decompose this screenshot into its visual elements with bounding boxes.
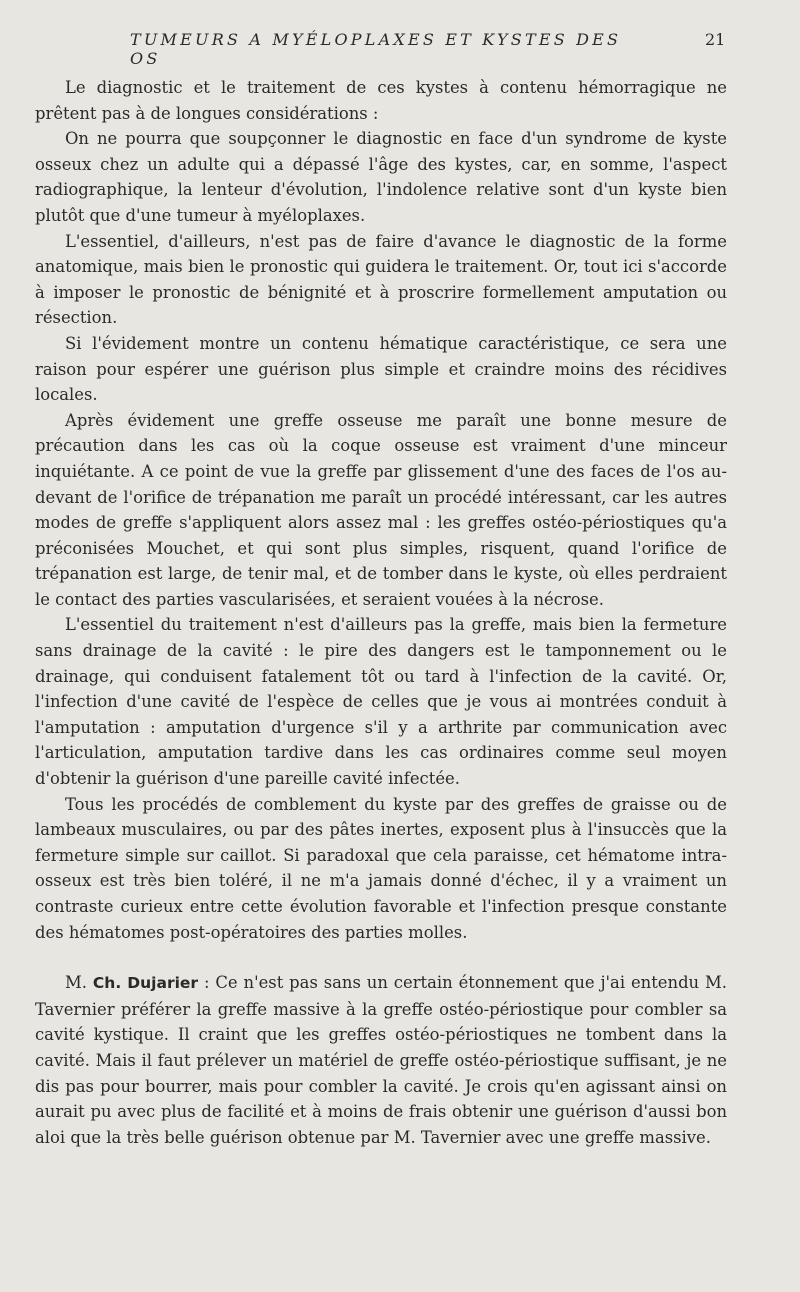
paragraph: Le diagnostic et le traitement de ces kystes à contenu hémorragique ne prêtent pas à de longues considérations : bbox=[35, 78, 727, 123]
running-title: TUMEURS A MYÉLOPLAXES ET KYSTES DES OS bbox=[130, 30, 622, 68]
paragraph: Après évidement une greffe osseuse me paraît une bonne mesure de précaution dans les cas où la coque osseuse est vraiment d'une minceur inquiétante. A ce point de vue la greffe par glissement d'une des faces de l'os au-devant de l'orifice de trépanation me paraît un procédé intéressant, car les autres modes de greffe s'appliquent alors assez mal : les greffes ostéo-périostiques qu'a préconisées Mouchet, et qui sont plus simples, risquent, quand l'orifice de trépanation est large, de tenir mal, et de tomber dans le kyste, où elles perdraient le contact des parties vascularisées, et seraient vouées à la nécrose. bbox=[35, 410, 727, 609]
page-number: 21 bbox=[705, 30, 726, 49]
paragraph: L'essentiel, d'ailleurs, n'est pas de faire d'avance le diagnostic de la forme anatomique, mais bien le pronostic qui guidera le traitement. Or, tout ici s'accorde à imposer le pronostic de bénignité et à proscrire formellement amputation ou résection. bbox=[35, 231, 727, 328]
paragraph: L'essentiel du traitement n'est d'ailleurs pas la greffe, mais bien la fermeture sans drainage de la cavité : le pire des dangers est le tamponnement ou le drainage, qui conduisent fatalement tôt ou tard à l'infection de la cavité. Or, l'infection d'une cavité de l'espèce de celles que je vous ai montrées conduit à l'amputation : amputation d'urgence s'il y a arthrite par communication avec l'articulation, amputation tardive dans les cas ordinaires comme seul moyen d'obtenir la guérison d'une pareille cavité infectée. bbox=[35, 615, 727, 789]
paragraph: Si l'évidement montre un contenu hématique caractéristique, ce sera une raison pour espérer une guérison plus simple et craindre moins des récidives locales. bbox=[35, 333, 727, 405]
speaker-name: Ch. Dujarier bbox=[92, 974, 199, 993]
paragraph: Tous les procédés de comblement du kyste par des greffes de graisse ou de lambeaux musculaires, ou par des pâtes inertes, exposent plus à l'insuccès que la fermeture simple sur caillot. Si paradoxal que cela paraisse, cet hématome intra-osseux est très bien toléré, il ne m'a jamais donné d'échec, il y a vraiment un contraste curieux entre cette évolution favorable et l'infection presque constante des hématomes post-opératoires des parties molles. bbox=[35, 794, 727, 942]
speaker-prefix: M. bbox=[65, 973, 87, 993]
discussion-text: : Ce n'est pas sans un certain étonnement que j'ai entendu M. Tavernier préférer la greffe massive à la greffe ostéo-périostique pour combler sa cavité kystique. Il craint que les greffes ostéo-périostiques ne tombent dans la cavité. Mais il faut prélever un matériel de greffe ostéo-périostique suffisant, je ne dis pas pour bourrer, mais pour combler la cavité. Je crois qu'en agissant ainsi on aurait pu avec plus de facilité et à moins de frais obtenir une guérison d'aussi bon aloi que la très belle guérison obtenue par M. Tavernier avec une greffe massive. bbox=[35, 973, 728, 1147]
discussion-paragraph bbox=[35, 970, 727, 1150]
paragraph: On ne pourra que soupçonner le diagnostic en face d'un syndrome de kyste osseux chez un adulte qui a dépassé l'âge des kystes, car, en somme, l'aspect radiographique, la lenteur d'évolution, l'indolence relative sont d'un kyste bien plutôt que d'une tumeur à myéloplaxes. bbox=[35, 129, 727, 225]
body-text bbox=[35, 75, 727, 1150]
